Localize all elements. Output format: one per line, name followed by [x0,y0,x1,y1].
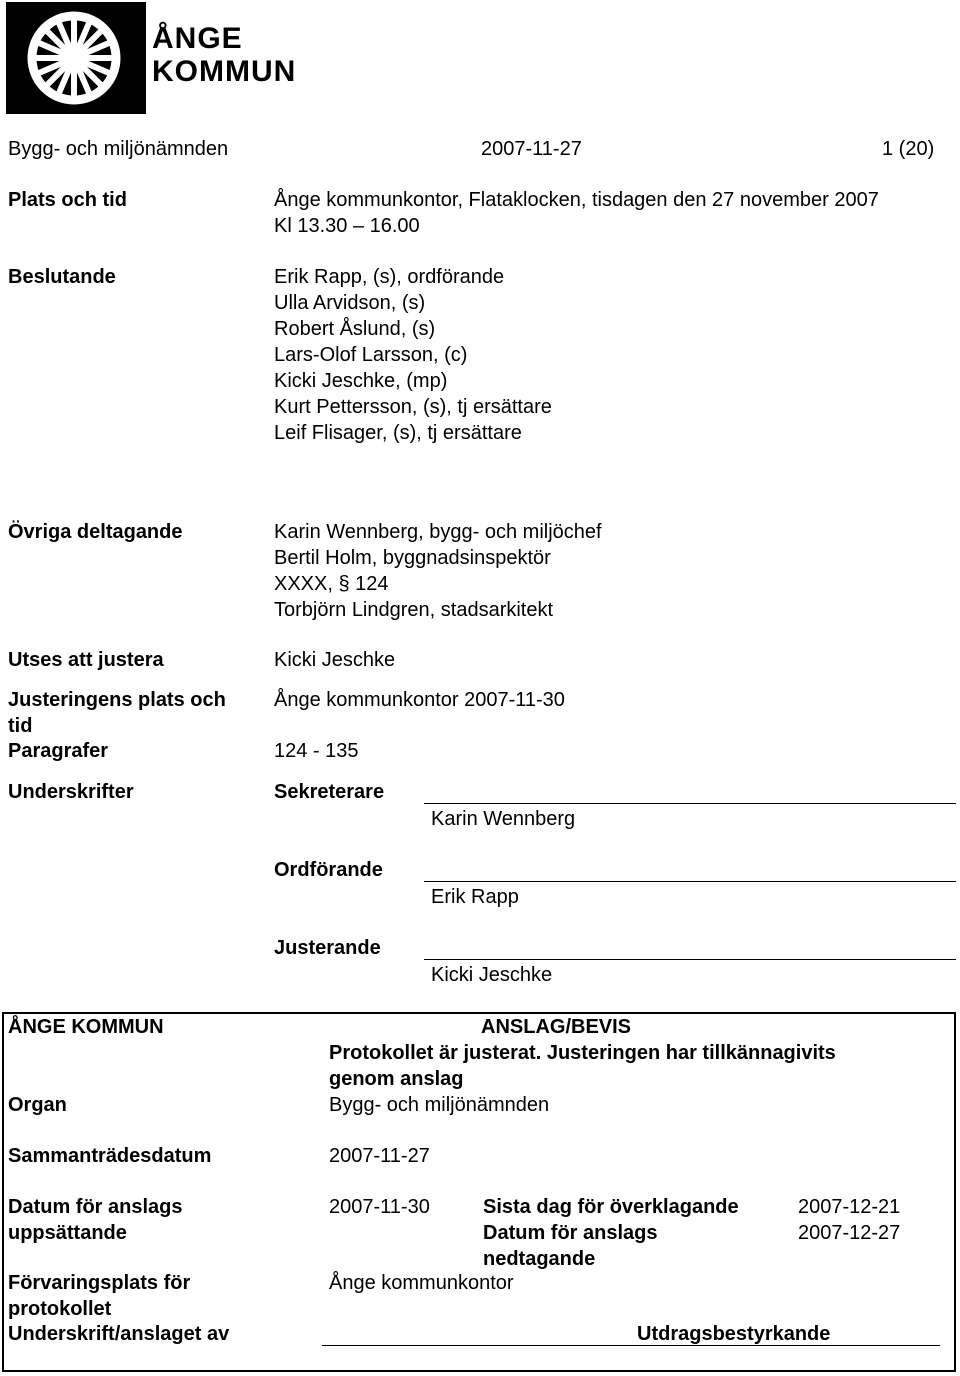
ovriga-member: Bertil Holm, byggnadsinspektör [274,547,551,569]
anslag-statement [329,1040,836,1092]
uppsattande-label [8,1194,182,1246]
ovriga-member: Torbjörn Lindgren, stadsarkitekt [274,599,554,621]
nedtagande-label-line-2: nedtagande [483,1248,596,1270]
beslutande-label: Beslutande [8,266,116,288]
forvaring-value: Ånge kommunkontor [329,1272,514,1294]
utses-label: Utses att justera [8,649,164,671]
overklag-label: Sista dag för överklagande [483,1196,739,1218]
justeringens-label-line-1: Justeringens plats och [8,689,226,711]
anslag-statement-line-1: Protokollet är justerat. Justeringen har tillkännagivits [329,1042,836,1064]
plats-line-1: Ånge kommunkontor, Flataklocken, tisdagen den 27 november 2007 [274,189,879,211]
uppsattande-label-line-1: Datum för anslags [8,1196,183,1218]
signature-role-sekreterare: Sekreterare [274,781,385,803]
signature-name-ordforande: Erik Rapp [431,886,519,908]
beslutande-member: Lars-Olof Larsson, (c) [274,344,468,366]
signature-line [424,881,956,882]
anslag-title: ANSLAG/BEVIS [481,1016,632,1038]
sammantrade-value: 2007-11-27 [329,1145,430,1167]
nedtagande-value: 2007-12-27 [798,1222,901,1244]
forvaring-label-line-1: Förvaringsplats för [8,1272,191,1294]
forvaring-label [8,1270,190,1322]
logo-line-1: ÅNGE [152,22,243,55]
uppsattande-label-line-2: uppsättande [8,1222,127,1244]
justeringens-label [8,687,226,739]
plats-label: Plats och tid [8,189,127,211]
paragrafer-value: 124 - 135 [274,740,359,762]
header-committee: Bygg- och miljönämnden [8,138,229,160]
signature-name-sekreterare: Karin Wennberg [431,808,576,830]
anslag-statement-line-2: genom anslag [329,1068,464,1090]
header-date: 2007-11-27 [481,138,582,160]
ovriga-member: Karin Wennberg, bygg- och miljöchef [274,521,602,543]
beslutande-list [274,264,552,446]
uppsattande-value: 2007-11-30 [329,1196,430,1218]
beslutande-member: Leif Flisager, (s), tj ersättare [274,422,522,444]
plats-value [274,187,879,239]
ovriga-list [274,519,602,623]
underskrift-line [322,1345,940,1346]
underskrift-label: Underskrift/anslaget av [8,1323,230,1345]
beslutande-member: Kurt Pettersson, (s), tj ersättare [274,396,552,418]
municipality-logo [6,2,146,114]
utdrag-label: Utdragsbestyrkande [637,1323,831,1345]
header-page: 1 (20) [882,138,935,160]
overklag-value: 2007-12-21 [798,1196,901,1218]
wheel-icon [6,2,146,114]
organ-value: Bygg- och miljönämnden [329,1094,550,1116]
organ-label: Organ [8,1094,67,1116]
nedtagande-label-line-1: Datum för anslags [483,1222,658,1244]
nedtagande-label [483,1220,657,1272]
ovriga-label: Övriga deltagande [8,521,183,543]
plats-line-2: Kl 13.30 – 16.00 [274,215,420,237]
utses-value: Kicki Jeschke [274,649,396,671]
signature-role-justerande: Justerande [274,937,381,959]
signature-role-ordforande: Ordförande [274,859,383,881]
forvaring-label-line-2: protokollet [8,1298,112,1320]
beslutande-member: Ulla Arvidson, (s) [274,292,426,314]
signature-line [424,803,956,804]
beslutande-member: Erik Rapp, (s), ordförande [274,266,505,288]
signature-name-justerande: Kicki Jeschke [431,964,553,986]
anslag-org: ÅNGE KOMMUN [8,1016,164,1038]
logo-line-2: KOMMUN [152,55,297,88]
justeringens-label-line-2: tid [8,715,33,737]
sammantrade-label: Sammanträdesdatum [8,1145,212,1167]
justeringens-value: Ånge kommunkontor 2007-11-30 [274,689,565,711]
logo-wordmark [152,22,296,88]
signature-line [424,959,956,960]
beslutande-member: Kicki Jeschke, (mp) [274,370,448,392]
paragrafer-label: Paragrafer [8,740,109,762]
underskrifter-label: Underskrifter [8,781,134,803]
beslutande-member: Robert Åslund, (s) [274,318,436,340]
ovriga-member: XXXX, § 124 [274,573,389,595]
